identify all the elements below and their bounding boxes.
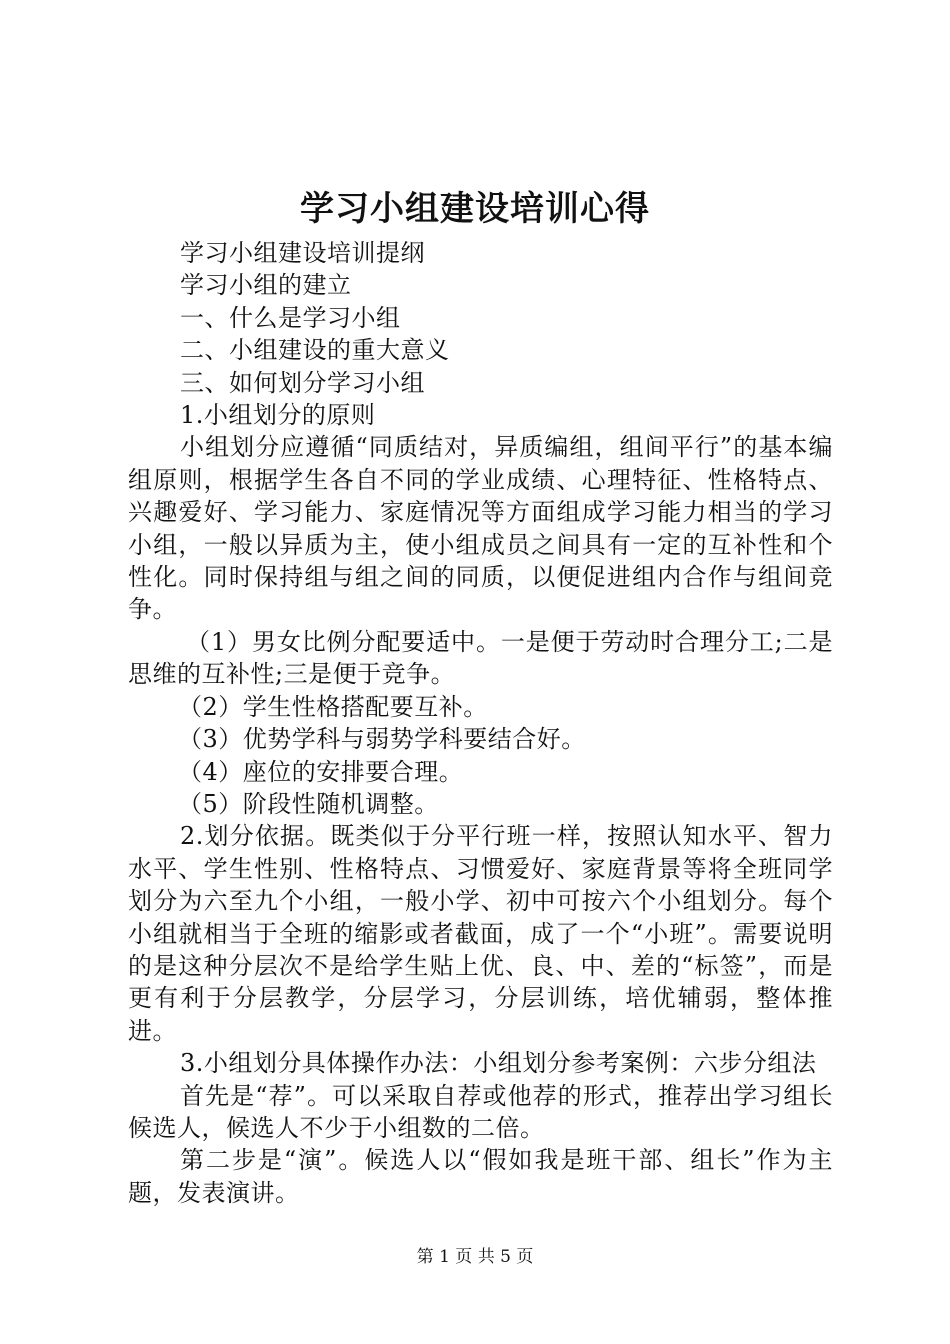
paragraph-basis: 2.划分依据。既类似于分平行班一样，按照认知水平、智力水平、学生性别、性格特点、习惯爱好、家庭背景等将全班同学划分为六至九个小组，一般小学、初中可按六个小组划分。每个小组就相当于全班的缩影或者截面，成了一个“小班”。需要说明的是这种分层次不是给学生贴上优、良、中、差的“标签”，而是更有利于分层教学，分层学习，分层训练，培优辅弱，整体推进。	[128, 822, 833, 1045]
paragraph-item-1: （1）男女比例分配要适中。一是便于劳动时合理分工;二是思维的互补性;三是便于竞争。	[128, 627, 833, 689]
list-item: （5）阶段性随机调整。	[178, 789, 439, 818]
list-item: （2）学生性格搭配要互补。	[178, 692, 488, 721]
list-item: （4）座位的安排要合理。	[178, 757, 464, 786]
paragraph-principle: 小组划分应遵循“同质结对，异质编组，组间平行”的基本编组原则，根据学生各自不同的学业成绩、心理特征、性格特点、兴趣爱好、学习能力、家庭情况等方面组成学习能力相当的学习小组，一般以异质为主，使小组成员之间具有一定的互补性和个性化。同时保持组与组之间的同质，以便促进组内合作与组间竞争。	[128, 433, 833, 624]
page-footer: 第 1 页 共 5 页	[416, 1247, 534, 1267]
paragraph-step-2: 第二步是“演”。候选人以“假如我是班干部、组长”作为主题，发表演讲。	[128, 1146, 833, 1207]
document-body	[128, 237, 833, 1209]
section-heading: 学习小组的建立	[180, 271, 352, 300]
outline-item-2: 二、小组建设的重大意义	[180, 336, 450, 365]
subsection-heading: 1.小组划分的原则	[180, 401, 376, 430]
list-item: （3）优势学科与弱势学科要结合好。	[178, 725, 586, 754]
outline-heading: 学习小组建设培训提纲	[180, 239, 425, 267]
paragraph-step-1: 首先是“荐”。可以采取自荐或他荐的形式，推荐出学习组长候选人，候选人不少于小组数的二倍。	[128, 1081, 833, 1142]
outline-item-3: 三、如何划分学习小组	[180, 368, 425, 397]
paragraph-method: 3.小组划分具体操作办法：小组划分参考案例：六步分组法	[180, 1049, 817, 1078]
document-title: 学习小组建设培训心得	[300, 189, 650, 229]
outline-item-1: 一、什么是学习小组	[180, 303, 401, 332]
